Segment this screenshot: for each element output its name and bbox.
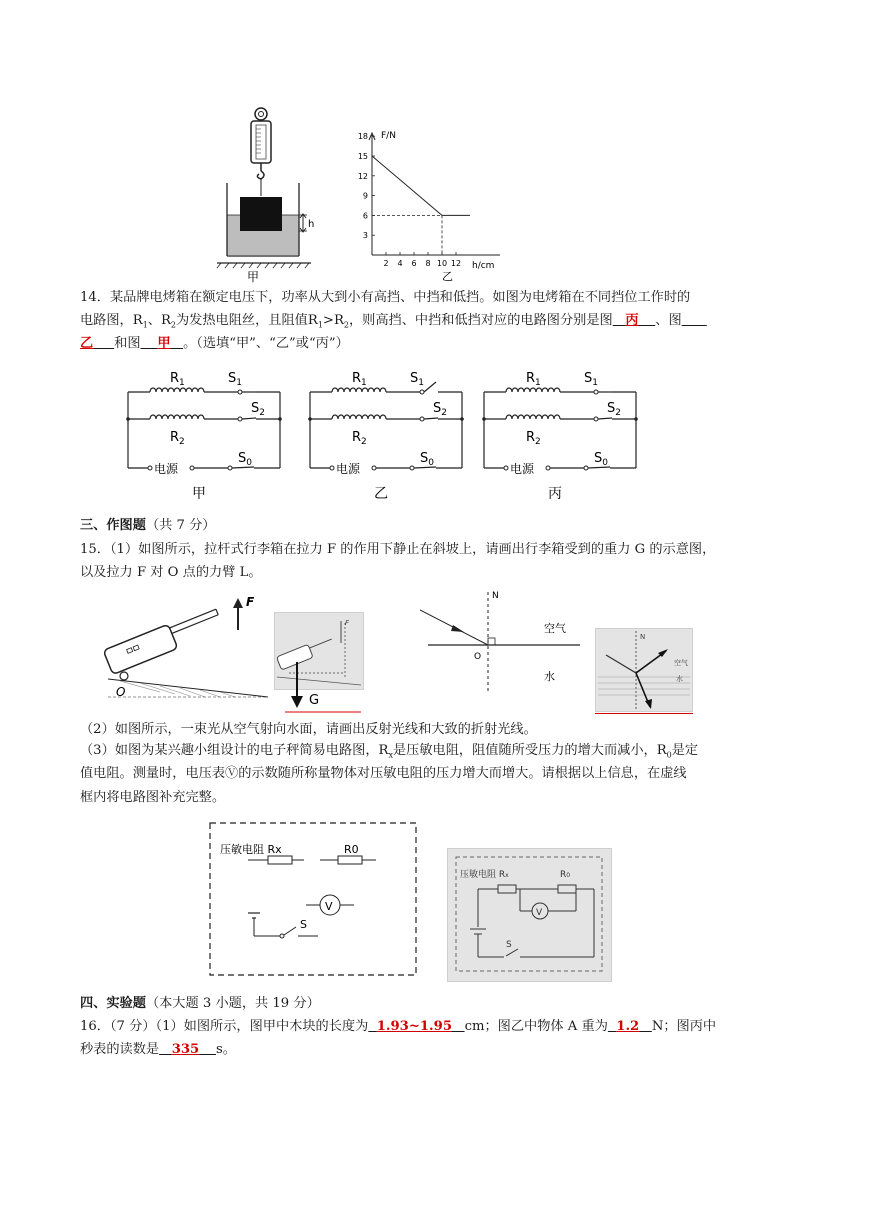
section-3-heading: 三、作图题（共 7 分）: [80, 518, 216, 533]
y-tick-label: 18: [357, 132, 368, 142]
scale-circuit-figure: [208, 821, 420, 979]
light-O-label: O: [474, 652, 482, 662]
photo-v-label: V: [536, 908, 543, 918]
label-s0: $S_0$: [420, 451, 434, 468]
x-tick-label: 12: [450, 259, 462, 268]
circuit-1: [126, 371, 282, 502]
circuit-3: [482, 371, 638, 502]
label-r2: $R_2$: [526, 430, 541, 447]
power-terminal: [546, 466, 550, 470]
label-s2: $S_2$: [607, 401, 621, 418]
spring-scale-figure: [215, 103, 325, 283]
switch-s2-blade: [424, 418, 438, 419]
x-tick-label: 2: [383, 259, 389, 268]
label-s0: $S_0$: [594, 451, 608, 468]
normal-N-label: N: [492, 591, 499, 601]
circuit-caption: 乙: [374, 486, 388, 502]
x-axis-label: h/cm: [472, 261, 495, 271]
label-s1: $S_1$: [410, 371, 424, 388]
label-s1: $S_1$: [584, 371, 598, 388]
label-s2: $S_2$: [433, 401, 447, 418]
circuit-caption: 丙: [548, 486, 562, 502]
water-label: 水: [544, 670, 555, 683]
voltmeter-label: V: [325, 900, 333, 913]
junction-dot: [126, 417, 130, 421]
y-tick-label: 9: [362, 191, 368, 201]
resistor-r1-coil: [150, 388, 204, 392]
q15-line-2: 以及拉力 F 对 O 点的力臂 L。: [80, 565, 262, 580]
q15-3-line-2: 值电阻。测量时，电压表Ⓥ的示数随所称量物体对压敏电阻的压力增大而增大。请根据以上信息，在虚线: [80, 766, 687, 781]
circuit-caption: 甲: [192, 486, 206, 502]
power-terminal: [330, 466, 334, 470]
force-depth-graph: [350, 125, 510, 285]
power-terminal: [372, 466, 376, 470]
switch-s1-contact: [238, 390, 242, 394]
photo-F-label: F: [345, 619, 350, 627]
x-tick-label: 10: [436, 259, 448, 268]
gravity-arrow-answer: [285, 660, 365, 715]
q16-answer-weight: 1.2: [616, 1019, 640, 1034]
junction-dot: [278, 417, 282, 421]
label-s0: $S_0$: [238, 451, 252, 468]
red-underline: [595, 713, 693, 714]
photo-r0-label: R0: [560, 870, 571, 880]
q14-answer-3: 甲: [157, 336, 171, 351]
label-r2: $R_2$: [352, 430, 367, 447]
resistor-r2-coil: [506, 415, 560, 419]
photo-N-label: N: [640, 633, 646, 641]
photo-s-label: S: [506, 940, 512, 950]
resistor-r1-coil: [506, 388, 560, 392]
power-label: 电源: [510, 462, 535, 476]
label-r1: $R_1$: [526, 371, 541, 388]
resistor-r2-coil: [150, 415, 204, 419]
q14-line-1: 14．某品牌电烤箱在额定电压下，功率从大到小有高挡、中挡和低挡。如图为电烤箱在不同挡位工作时的: [80, 290, 691, 305]
q16-line-1: 16．（7 分）（1）如图所示，图甲中木块的长度为 1.93~1.95 cm；图乙中物体 A 重为 1.2 N；图丙中: [80, 1019, 717, 1034]
y-axis-label: F/N: [381, 131, 396, 141]
force-line: [372, 156, 470, 215]
switch-s2-contact: [420, 417, 424, 421]
switch-s0-contact: [228, 466, 232, 470]
q14-line-3: 乙 和图 甲 。（选填“甲”、“乙”或“丙”）: [80, 336, 349, 351]
y-tick-label: 3: [362, 231, 368, 241]
switch-s2-blade: [598, 418, 612, 419]
switch-s2-blade: [242, 418, 256, 419]
photo-rx-label: 压敏电阻 Rx: [460, 870, 509, 880]
r0-label: R0: [344, 843, 359, 856]
answer-photo-light: [595, 628, 693, 712]
switch-s2-contact: [594, 417, 598, 421]
figure-label-yi: 乙: [442, 270, 453, 283]
switch-s1-blade: [424, 382, 436, 392]
h-label: h: [308, 219, 315, 230]
q16-answer-length: 1.93~1.95: [376, 1019, 452, 1034]
q14-answer-2: 乙: [80, 336, 94, 351]
label-r1: $R_1$: [170, 371, 185, 388]
air-label: 空气: [544, 622, 566, 635]
y-tick-label: 6: [362, 211, 368, 221]
q15-line-1: 15．（1）如图所示，拉杆式行李箱在拉力 F 的作用下静止在斜坡上，请画出行李箱受到的重力 G 的示意图，: [80, 542, 716, 557]
label-s2: $S_2$: [251, 401, 265, 418]
circuit-2: [308, 371, 464, 502]
q14-answer-1: 丙: [625, 313, 639, 328]
power-terminal: [504, 466, 508, 470]
power-terminal: [148, 466, 152, 470]
light-refraction-figure: [420, 586, 585, 696]
resistor-r1-coil: [332, 388, 386, 392]
y-tick-label: 15: [357, 152, 368, 161]
luggage-slope-figure: [100, 594, 270, 704]
q14-line-2: 电路图，$R_1$、$R_2$为发热电阻丝，且阻值$R_1>R_2$，则高挡、中挡和低挡对应的电路图分别是图 丙 、图: [80, 313, 682, 330]
photo-air-label: 空气: [674, 659, 688, 667]
junction-dot: [460, 417, 464, 421]
power-terminal: [190, 466, 194, 470]
label-r1: $R_1$: [352, 371, 367, 388]
x-tick-label: 6: [411, 259, 417, 268]
power-label: 电源: [336, 462, 361, 476]
switch-s-label: S: [300, 918, 307, 931]
junction-dot: [308, 417, 312, 421]
power-label: 电源: [154, 462, 179, 476]
gravity-G-label: G: [309, 693, 320, 708]
q15-3-line-3: 框内将电路图补充完整。: [80, 790, 226, 805]
label-s1: $S_1$: [228, 371, 242, 388]
photo-water-label: 水: [676, 675, 683, 683]
switch-s0-contact: [410, 466, 414, 470]
resistor-r2-coil: [332, 415, 386, 419]
rx-label: 压敏电阻 Rx: [220, 843, 282, 856]
force-F-label: F: [246, 595, 255, 609]
switch-s2-contact: [238, 417, 242, 421]
answer-photo-scale-circuit: [447, 848, 612, 982]
x-tick-label: 4: [397, 259, 403, 268]
x-tick-label: 8: [425, 259, 431, 268]
q15-2-text: （2）如图所示，一束光从空气射向水面，请画出反射光线和大致的折射光线。: [80, 722, 537, 737]
switch-s1-contact: [420, 390, 424, 394]
q16-answer-stopwatch: 335: [171, 1042, 200, 1057]
y-tick-label: 12: [357, 171, 368, 181]
switch-s0-contact: [584, 466, 588, 470]
junction-dot: [482, 417, 486, 421]
label-r2: $R_2$: [170, 430, 185, 447]
switch-s1-contact: [594, 390, 598, 394]
junction-dot: [634, 417, 638, 421]
q16-line-2: 秒表的读数是 335 s。: [80, 1042, 236, 1057]
oven-circuits: [120, 362, 650, 507]
point-O-label: O: [116, 685, 126, 699]
section-4-heading: 四、实验题（本大题 3 小题，共 19 分）: [80, 996, 320, 1011]
figure-label-jia: 甲: [247, 270, 260, 283]
q15-3-line-1: （3）如图为某兴趣小组设计的电子秤简易电路图，$R_x$是压敏电阻，阻值随所受压力的增大而减小，$R_0$是定: [80, 743, 699, 760]
